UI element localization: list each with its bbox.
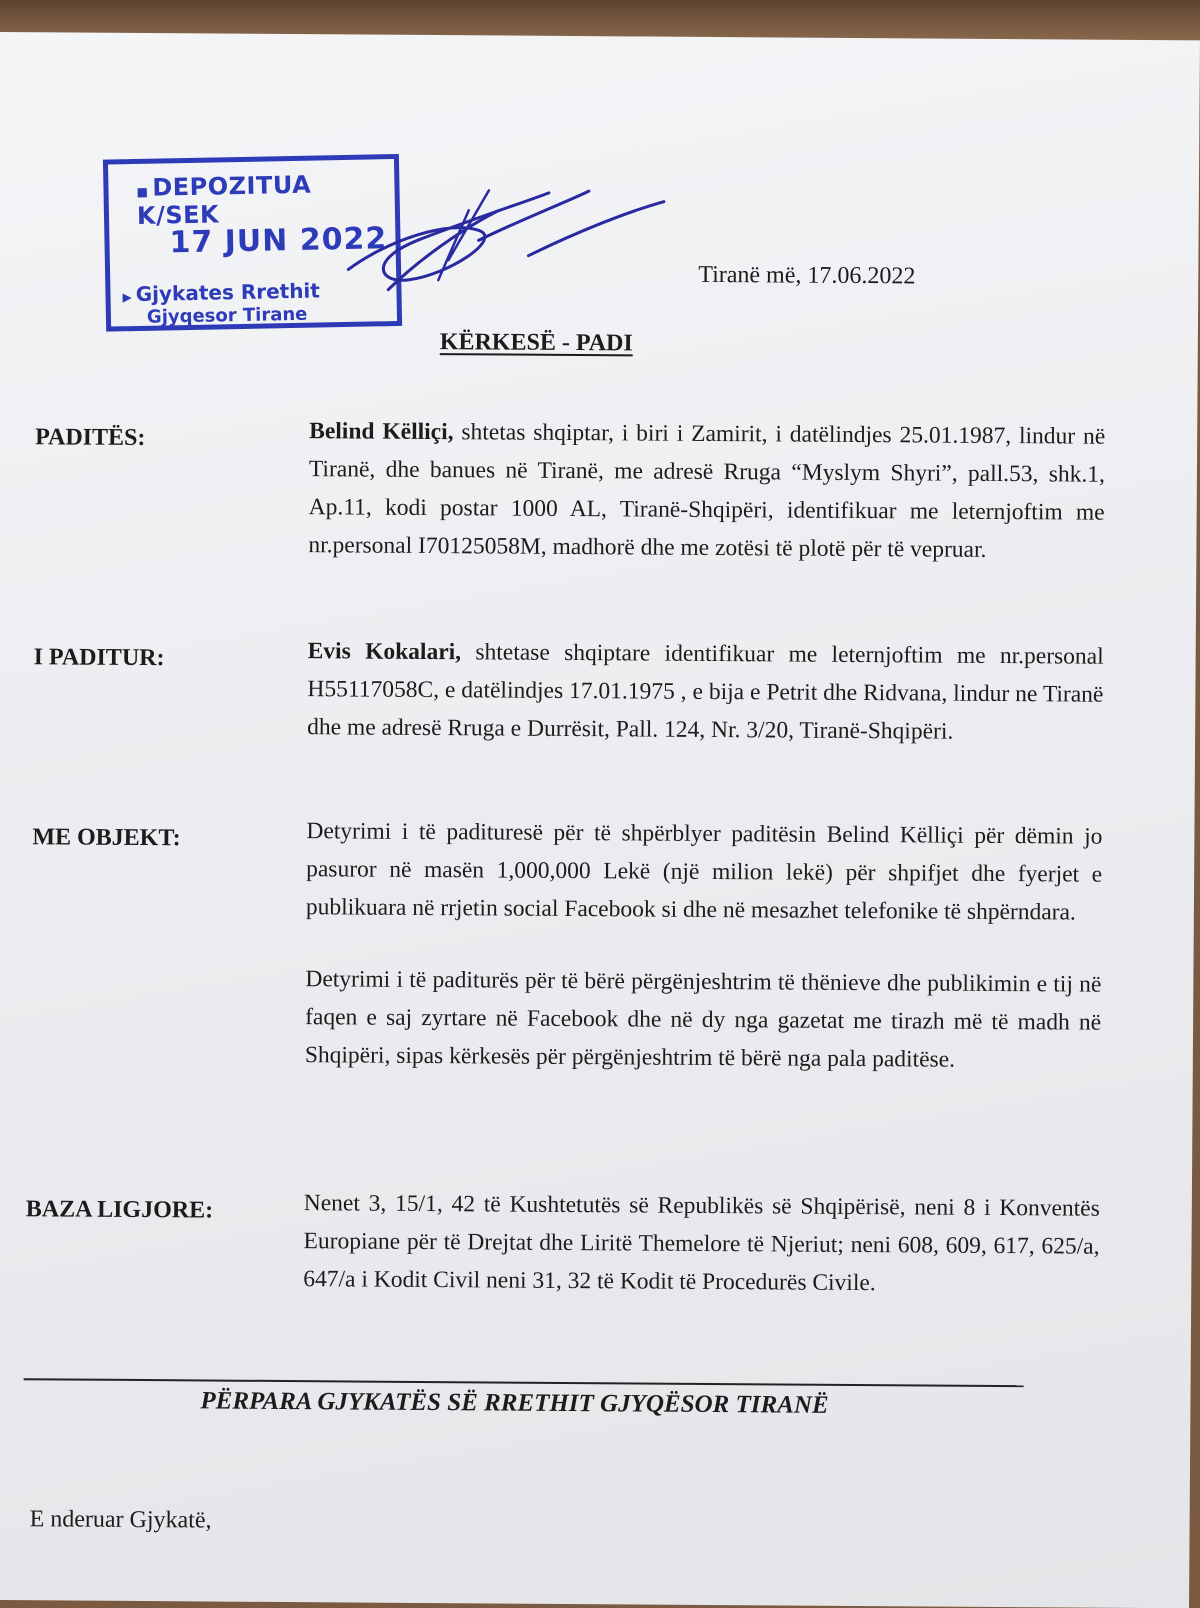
plaintiff-name: Belind Këlliçi, [309, 418, 454, 446]
object-label: ME OBJEKT: [32, 824, 181, 852]
object-paragraph-2: Detyrimi i të paditurës për të bërë përgënjeshtrim të thënieve dhe publikimin e tij në faqen e saj zyrtare në Facebook dhe në dy nga gazetat me tirazh më të madh në Shqipëri, sipas kërkesës për përgënjeshtrim të bërë nga pala paditëse. [304, 966, 1102, 1073]
stamp-line-3: Gjykates Rrethit [135, 278, 321, 307]
object-section [0, 810, 1195, 1073]
defendant-section [0, 630, 1196, 745]
document-title: KËRKESË - PADI [439, 329, 633, 357]
stamp-line-1: DEPOZITUA K/SEK [136, 170, 312, 230]
document-page [0, 32, 1200, 1608]
defendant-label: I PADITUR: [33, 644, 165, 672]
plaintiff-section [0, 410, 1197, 563]
plaintiff-details [308, 412, 1105, 570]
legal-basis-text: Nenet 3, 15/1, 42 të Kushtetutës së Republikës së Shqipërisë, neni 8 i Konventës Europiane për të Drejtat dhe Liritë Themelore të Njeriut; neni 608, 609, 617, 625/a, 647/a i Kodit Civil neni 31, 32 të Kodit të Procedurës Civile. [303, 1190, 1100, 1297]
stamp-bullet-icon: ■ [136, 184, 149, 199]
document-date: Tiranë më, 17.06.2022 [698, 261, 916, 290]
stamp-date: 17 JUN 2022 [169, 221, 388, 261]
defendant-name: Evis Kokalari, [307, 638, 462, 666]
legal-basis-label: BAZA LIGJORE: [25, 1196, 214, 1224]
legal-basis-section [0, 1182, 1192, 1297]
defendant-details [307, 632, 1104, 752]
signature-icon [328, 179, 689, 312]
object-paragraph-1: Detyrimi i të padituresë për të shpërblyer paditësin Belind Këlliçi për dëmin jo pasuror në masën 1,000,000 Lekë (një milion lekë) për shpifjet dhe fyerjet e publikuara në rrjetin social Facebook si dhe në mesazhet telefonike të shpërndara. [305, 818, 1103, 926]
defendant-text: shtetase shqiptare identifikuar me leternjoftim me nr.personal H55117058C, e datëlindjes 17.01.1975 , e bija e Petrit dhe Ridvana, lindur ne Tiranë dhe me adresë Rruga e Durrësit, Pall. 124, Nr. 3/20, Tiranë-Shqipëri. [307, 639, 1104, 745]
stamp-arrow-icon: ▶ [122, 290, 132, 305]
court-heading: PËRPARA GJYKATËS SË RRETHIT GJYQËSOR TIRANË [200, 1387, 829, 1419]
salutation: E nderuar Gjykatë, [29, 1506, 212, 1534]
stamp-line-4: Gjyqesor Tirane [146, 303, 308, 328]
section-divider [24, 1378, 1024, 1387]
plaintiff-text: shtetas shqiptar, i biri i Zamirit, i datëlindjes 25.01.1987, lindur në Tiranë, dhe banues në Tiranë, me adresë Rruga “Myslym Shyri”, pall.53, shk.1, Ap.11, kodi postar 1000 AL, Tiranë-Shqipëri, identifikuar me leternjoftim me nr.personal I70125058M, madhorë dhe me zotësi të plotë për të vepruar. [308, 419, 1106, 563]
plaintiff-label: PADITËS: [35, 424, 146, 452]
